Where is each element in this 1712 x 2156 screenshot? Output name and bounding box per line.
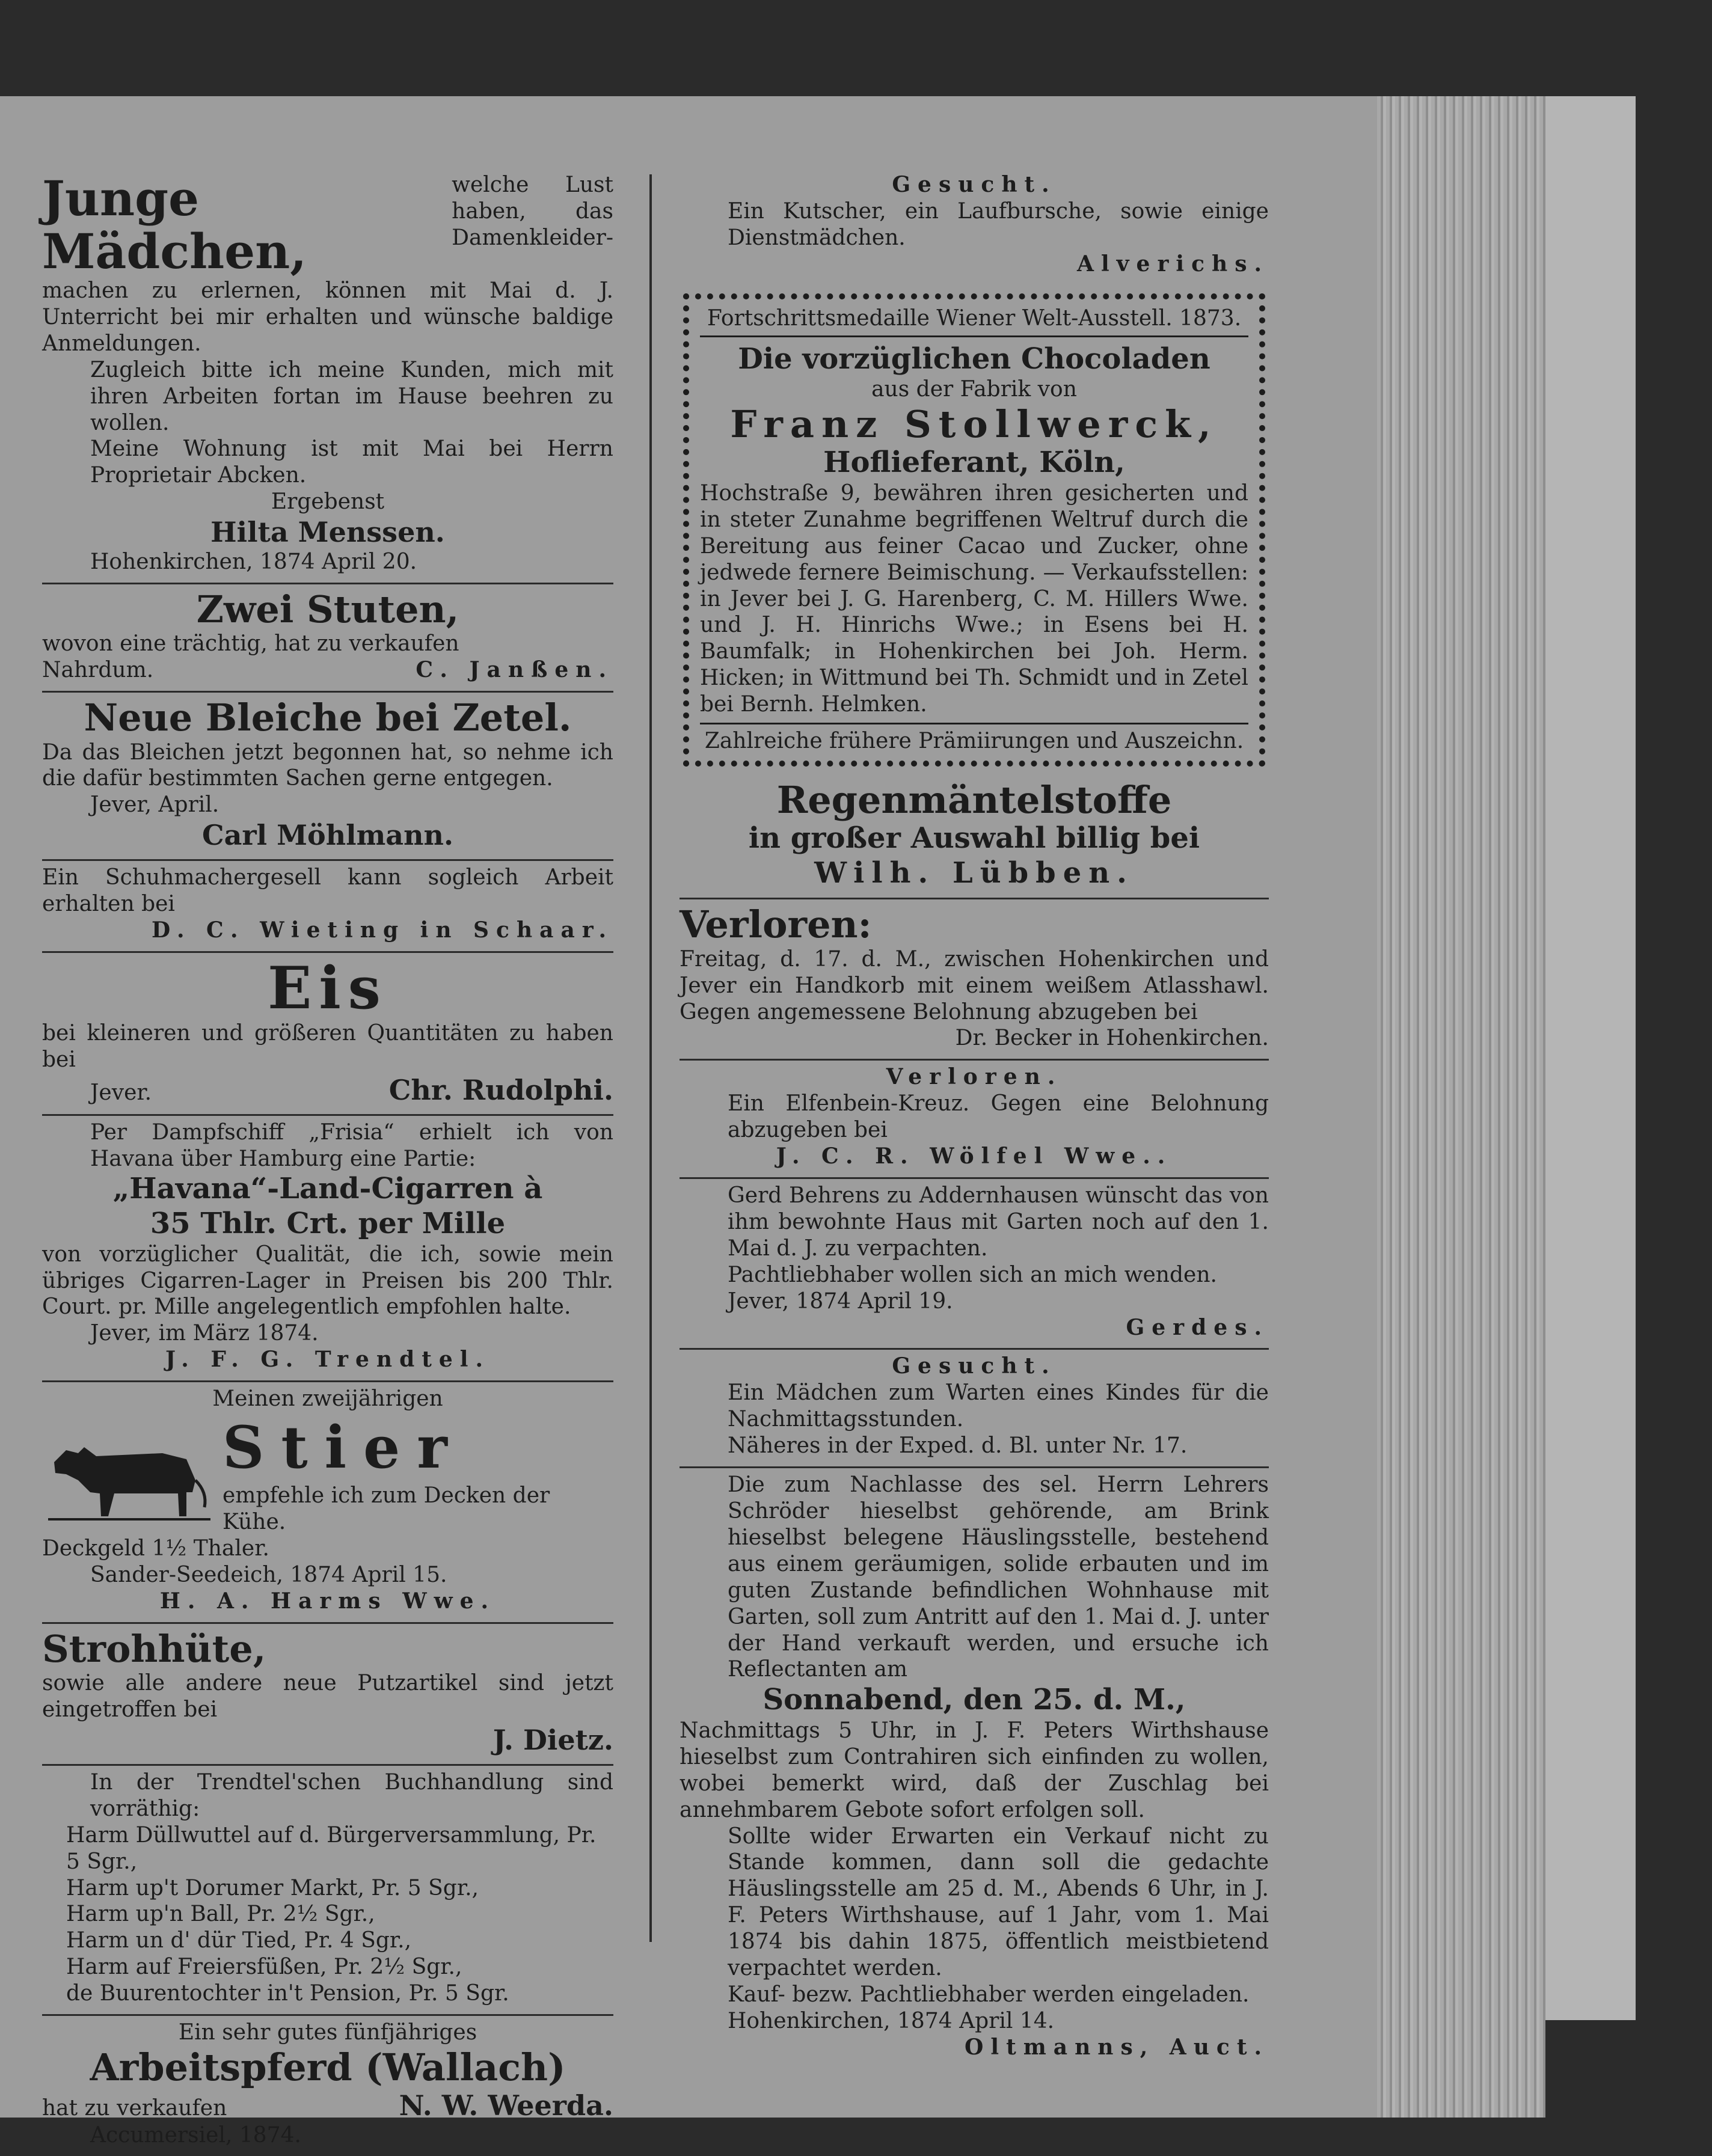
signature: Alverichs.: [1077, 251, 1269, 277]
ad-havana-cigarren: Per Dampfschiff „Frisia“ erhielt ich von Havana über Hamburg eine Partie: „Havana“-Land-Cigarren à 35 Thlr. Crt. per Mille von vorzüglicher Qualität, die ich, sowie mein übriges Cigarren-Lager in Preisen bis 200 Thlr. Court. pr. Mille angelegentlich empfohlen halte. Jever, im März 1874. J. F. G. Trendtel.: [42, 1116, 613, 1383]
ad-headline: Stier: [222, 1413, 464, 1482]
signature: Hilta Menssen.: [210, 516, 445, 549]
list-item: Harm up't Dorumer Markt, Pr. 5 Sgr.,: [66, 1875, 479, 1900]
ad-behrens-haus: Gerd Behrens zu Addernhausen wünscht das von ihm bewohnte Haus mit Garten noch auf den 1. Mai d. J. zu verpachten. Pachtliebhaber wollen sich an mich wenden. Jever, 1874 April 19. Gerdes.: [680, 1179, 1269, 1350]
ad-headline: Gesucht.: [892, 172, 1057, 197]
ad-arbeitspferd: Ein sehr gutes fünfjähriges Arbeitspferd (Wallach) hat zu verkaufen N. W. Weerda. Accumersiel, 1874.: [42, 2020, 613, 2148]
ad-headline: Regenmäntelstoffe: [776, 777, 1172, 822]
signature: J. Dietz.: [492, 1723, 613, 1756]
ad-strohhuete: Strohhüte, sowie alle andere neue Putzartikel sind jetzt eingetroffen bei J. Dietz.: [42, 1624, 613, 1766]
ad-headline: Eis: [268, 954, 388, 1023]
signature: D. C. Wieting in Schaar.: [152, 917, 613, 943]
signature: Gerdes.: [1126, 1314, 1269, 1340]
signature: Dr. Becker in Hohenkirchen.: [955, 1026, 1269, 1051]
ad-headline: Neue Bleiche bei Zetel.: [84, 696, 572, 740]
ad-stier: Meinen zweijährigen Stier empfehle ich zum Decken der Kühe. Deckgeld 1½ Thaler. Sander-Seedeich, 1874 April 15. H. A. Harms Wwe.: [42, 1382, 613, 1624]
column-divider: [649, 174, 652, 1942]
ad-verloren-handkorb: Verloren: Freitag, d. 17. d. M., zwischen Hohenkirchen und Jever ein Handkorb mit einem weißem Atlasshawl. Gegen angemessene Belohnung abzugeben bei Dr. Becker in Hohenkirchen.: [680, 899, 1269, 1061]
ad-nachlass-haeuslingsstelle: Die zum Nachlasse des sel. Herrn Lehrers Schröder hieselbst gehörende, am Brink hieselbst belegene Häuslingsstelle, bestehend aus einem geräumigen, solide erbauten und im guten Zustande befindlichen Wohnhause mit Garten, soll zum Antritt auf den 1. Mai d. J. unter der Hand verkauft werden, und ersuche ich Reflectanten am Sonnabend, den 25. d. M., Nachmittags 5 Uhr, in J. F. Peters Wirthshause hieselbst zum Contrahiren sich einfinden zu wollen, wobei bemerkt wird, daß der Zuschlag bei annehmbarem Gebote sofort erfolgen soll. Sollte wider Erwarten ein Verkauf nicht zu Stande kommen, dann soll die gedachte Häuslingsstelle am 25 d. M., Abends 6 Uhr, in J. F. Peters Wirthshause, auf 1 Jahr, vom 1. Mai 1874 bis dahin 1875, öffentlich meistbietend verpachtet werden. Kauf- bezw. Pachtliebhaber werden eingeladen. Hohenkirchen, 1874 April 14. Oltmanns, Auct.: [680, 1472, 1269, 2060]
ad-gesucht-kutscher: Gesucht. Ein Kutscher, ein Laufbursche, sowie einige Dienstmädchen. Alverichs.: [680, 168, 1269, 285]
ad-headline: Verloren.: [886, 1064, 1063, 1090]
ad-headline: Sonnabend, den 25. d. M.,: [762, 1683, 1186, 1717]
signature: N. W. Weerda.: [399, 2089, 613, 2122]
ad-buchhandlung: In der Trendtel'schen Buchhandlung sind vorräthig: Harm Düllwuttel auf d. Bürgerversammlung, Pr. 5 Sgr., Harm up't Dorumer Markt, Pr. 5 Sgr., Harm up'n Ball, Pr. 2½ Sgr., Harm un d' dür Tied, Pr. 4 Sgr., Harm auf Freiersfüßen, Pr. 2½ Sgr., de Buurentochter in't Pension, Pr. 5 Sgr.: [42, 1766, 613, 2016]
signature: J. F. G. Trendtel.: [165, 1347, 490, 1373]
ad-neue-bleiche: Neue Bleiche bei Zetel. Da das Bleichen jetzt begonnen hat, so nehme ich die dafür bestimmten Sachen gerne entgegen. Jever, April. Carl Möhlmann.: [42, 693, 613, 861]
ad-headline: Verloren:: [680, 902, 872, 947]
ad-headline: Die vorzüglichen Chocoladen: [738, 341, 1210, 376]
signature: C. Janßen.: [416, 657, 613, 683]
ad-junge-maedchen: Junge Mädchen, welche Lust haben, das Damenkleider- machen zu erlernen, können mit Mai d. J. Unterricht bei mir erhalten und wünsche baldige Anmeldungen. Zugleich bitte ich meine Kunden, mich mit ihren Arbeiten fortan im Hause beehren zu wollen. Meine Wohnung ist mit Mai bei Herrn Proprietair Abcken. Ergebenst Hilta Menssen. Hohenkirchen, 1874 April 20.: [42, 168, 613, 584]
list-item: Harm Düllwuttel auf d. Bürgerversammlung, Pr. 5 Sgr.,: [66, 1822, 597, 1874]
ad-verloren-kreuz: Verloren. Ein Elfenbein-Kreuz. Gegen eine Belohnung abzugeben bei J. C. R. Wölfel Wwe..: [680, 1061, 1269, 1179]
ad-headline: „Havana“-Land-Cigarren à: [112, 1172, 543, 1206]
signature: Wilh. Lübben.: [814, 856, 1134, 890]
book-cover-edge: [1545, 96, 1636, 2020]
ad-headline: Zwei Stuten,: [196, 587, 459, 632]
signature: Oltmanns, Auct.: [965, 2034, 1269, 2060]
ad-headline: Arbeitspferd (Wallach): [90, 2045, 566, 2089]
right-column: [680, 168, 1269, 2068]
page-stack-edge: [1377, 96, 1545, 2118]
list-item: de Buurentochter in't Pension, Pr. 5 Sgr.: [66, 1981, 509, 2006]
ad-headline: Strohhüte,: [42, 1626, 266, 1671]
signature: Carl Möhlmann.: [201, 819, 454, 852]
ad-regenmaentelstoffe: Regenmäntelstoffe in großer Auswahl billig bei Wilh. Lübben.: [680, 775, 1269, 899]
signature: Chr. Rudolphi.: [388, 1073, 613, 1106]
bull-illustration-icon: [42, 1426, 216, 1522]
ad-headline: Gesucht.: [892, 1353, 1057, 1379]
ad-gesucht-maedchen: Gesucht. Ein Mädchen zum Warten eines Kindes für die Nachmittagsstunden. Näheres in der Exped. d. Bl. unter Nr. 17.: [680, 1350, 1269, 1468]
ad-eis: Eis bei kleineren und größeren Quantitäten zu haben bei Jever. Chr. Rudolphi.: [42, 953, 613, 1116]
ad-zwei-stuten: Zwei Stuten, wovon eine trächtig, hat zu verkaufen Nahrdum. C. Janßen.: [42, 584, 613, 693]
ad-schuhmacher: Ein Schuhmachergesell kann sogleich Arbeit erhalten bei D. C. Wieting in Schaar.: [42, 861, 613, 953]
list-item: Harm up'n Ball, Pr. 2½ Sgr.,: [66, 1902, 375, 1927]
signature: H. A. Harms Wwe.: [159, 1588, 496, 1614]
ad-stollwerck-chocoladen: Fortschrittsmedaille Wiener Welt-Ausstell. 1873. Die vorzüglichen Chocoladen aus der Fabrik von Franz Stollwerck, Hoflieferant, Köln, Hochstraße 9, bewähren ihren gesicherten und in steter Zunahme begriffenen Weltruf durch die Bereitung aus feiner Cacao und Zucker, ohne jedwede fernere Beimischung. — Verkaufsstellen: in Jever bei J. G. Harenberg, C. M. Hillers Wwe. und J. H. Hinrichs Wwe.; in Esens bei H. Baumfalk; in Hohenkirchen bei Joh. Herm. Hicken; in Wittmund bei Th. Schmidt und in Zetel bei Bernh. Helmken. Zahlreiche frühere Prämiirungen und Auszeichn.: [683, 293, 1265, 767]
list-item: Harm auf Freiersfüßen, Pr. 2½ Sgr.,: [66, 1955, 462, 1980]
signature: J. C. R. Wölfel Wwe..: [776, 1144, 1173, 1169]
ad-headline: Junge Mädchen,: [42, 170, 307, 280]
left-column: [42, 168, 613, 2156]
list-item: Harm un d' dür Tied, Pr. 4 Sgr.,: [66, 1928, 412, 1953]
